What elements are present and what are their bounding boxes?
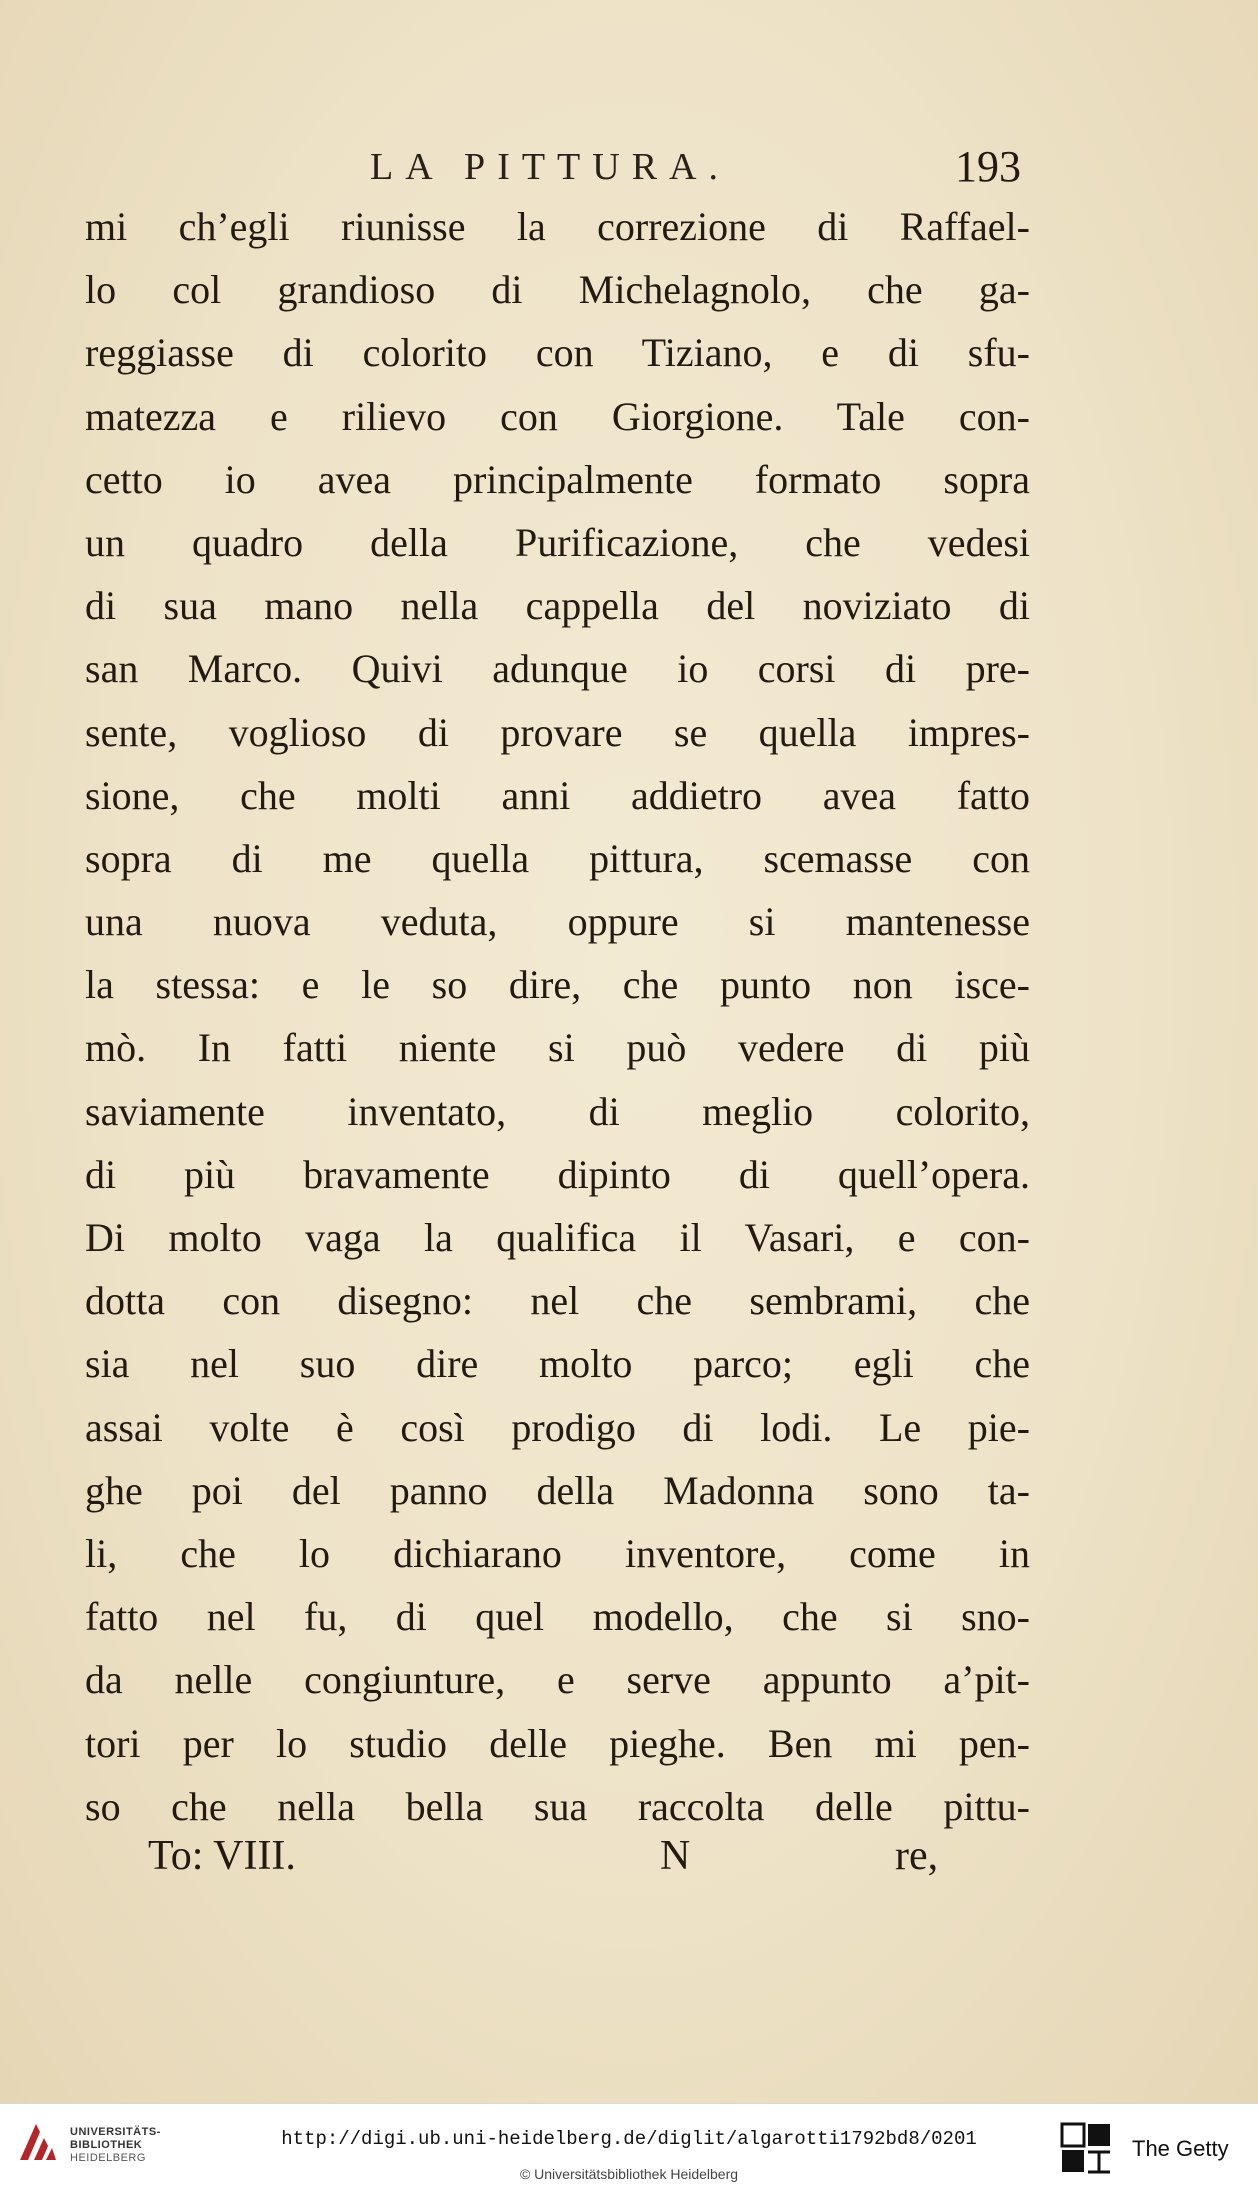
text-line: san Marco. Quivi adunque io corsi di pre- [85, 646, 1030, 692]
text-line: mi ch’egli riunisse la correzione di Raffael- [85, 204, 1030, 249]
text-line: una nuova veduta, oppure si mantenesse [85, 899, 1030, 945]
library-name-line: BIBLIOTHEK [70, 2139, 143, 2151]
library-name-line: UNIVERSITÄTS- [70, 2126, 161, 2138]
text-line: di più bravamente dipinto di quell’opera. [85, 1151, 1030, 1197]
text-line: sia nel suo dire molto parco; egli che [85, 1341, 1030, 1387]
text-line: da nelle congiunture, e serve appunto a’pit- [85, 1657, 1030, 1703]
viewer-footer-bar [0, 2103, 1258, 2194]
text-line: reggiasse di colorito con Tiziano, e di sfu- [85, 330, 1030, 376]
running-head: LA PITTURA. [370, 146, 730, 188]
permalink-url[interactable]: http://digi.ub.uni-heidelberg.de/diglit/algarotti1792bd8/0201 [281, 2128, 977, 2150]
partner-name: The Getty [1132, 2136, 1229, 2161]
library-name-line: HEIDELBERG [70, 2152, 146, 2164]
text-line: so che nella bella sua raccolta delle pittu- [85, 1783, 1030, 1829]
text-line: li, che lo dichiarano inventore, come in [85, 1530, 1030, 1576]
text-line: lo col grandioso di Michelagnolo, che ga- [85, 267, 1030, 313]
text-line: di sua mano nella cappella del noviziato di [85, 583, 1030, 629]
signature-mark: N [660, 1833, 691, 1879]
text-line: saviamente inventato, di meglio colorito, [85, 1088, 1030, 1134]
text-line: dotta con disegno: nel che sembrami, che [85, 1278, 1030, 1324]
getty-logo-icon [1060, 2122, 1112, 2174]
text-line: tori per lo studio delle pieghe. Ben mi pen- [85, 1720, 1030, 1766]
volume-signature: To: VIII. [148, 1833, 296, 1879]
text-line: Di molto vaga la qualifica il Vasari, e con- [85, 1215, 1030, 1260]
text-line: un quadro della Purificazione, che vedesi [85, 519, 1030, 565]
page-header [0, 135, 1258, 195]
text-line: la stessa: e le so dire, che punto non isce- [85, 962, 1030, 1008]
text-line: ghe poi del panno della Madonna sono ta- [85, 1467, 1030, 1513]
text-line: sente, voglioso di provare se quella impres- [85, 709, 1030, 755]
text-line: assai volte è così prodigo di lodi. Le pie- [85, 1404, 1030, 1450]
text-line: matezza e rilievo con Giorgione. Tale con- [85, 393, 1030, 439]
body-text [85, 195, 1030, 1838]
page-number: 193 [955, 142, 1021, 191]
text-line: sione, che molti anni addietro avea fatto [85, 772, 1030, 818]
text-line: fatto nel fu, di quel modello, che si sno- [85, 1594, 1030, 1640]
text-line: mò. In fatti niente si può vedere di più [85, 1025, 1030, 1071]
catchword: re, [895, 1833, 939, 1879]
text-line: sopra di me quella pittura, scemasse con [85, 835, 1030, 881]
copyright-notice: © Universitätsbibliothek Heidelberg [519, 2166, 739, 2182]
text-line: cetto io avea principalmente formato sopra [85, 456, 1030, 502]
